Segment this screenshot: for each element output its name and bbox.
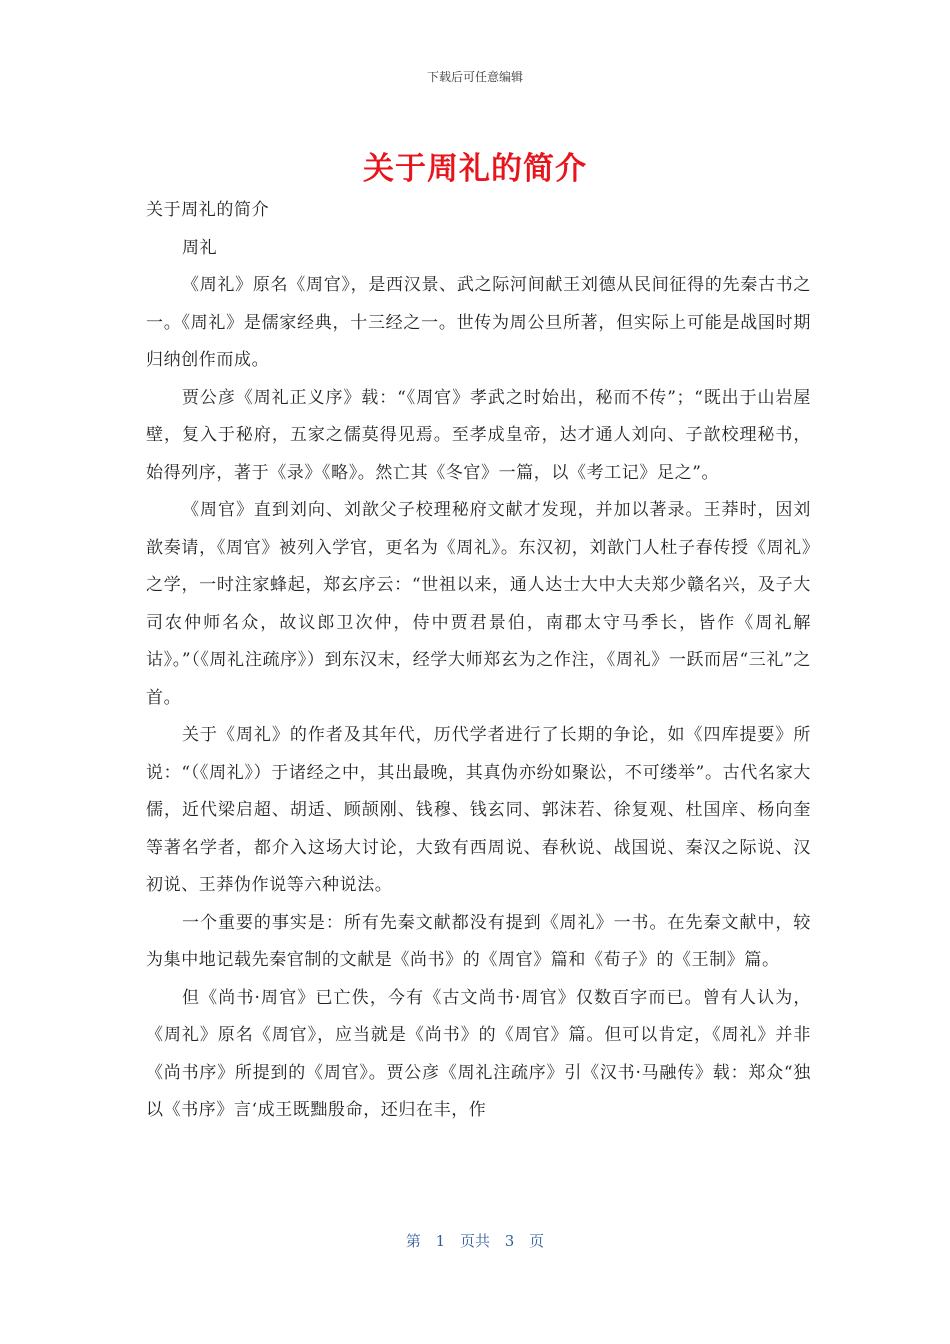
paragraph: 但《尚书·周官》已亡佚，今有《古文尚书·周官》仅数百字而已。曾有人认为，《周礼》原名《周官》，应当就是《尚书》的《周官》篇。但可以肯定，《周礼》并非《尚书序》所提到的《周官》。贾公彦《周礼注疏序》引《汉书·马融传》载：郑众“独以《书序》言‘成王既黜殷命，还归在丰，作: [146, 987, 811, 1120]
paragraph: 一个重要的事实是：所有先秦文献都没有提到《周礼》一书。在先秦文献中，较为集中地记载先秦官制的文献是《尚书》的《周官》篇和《荀子》的《王制》篇。: [146, 912, 811, 970]
footer-prefix: 第: [405, 1232, 421, 1250]
page-footer: [0, 1230, 950, 1251]
document-title: 关于周礼的简介: [363, 151, 587, 187]
paragraph-subheading: 周礼: [182, 237, 218, 258]
footer-middle: 页共: [459, 1232, 490, 1250]
document-body: [146, 192, 811, 1130]
paragraph-heading: 关于周礼的简介: [146, 200, 270, 220]
paragraph: 《周礼》原名《周官》，是西汉景、武之际河间献王刘德从民间征得的先秦古书之一。《周礼》是儒家经典，十三经之一。世传为周公旦所著，但实际上可能是战国时期归纳创作而成。: [146, 275, 811, 370]
header-note: 下载后可任意编辑: [426, 70, 523, 84]
footer-suffix: 页: [529, 1232, 545, 1250]
footer-page-number: 1: [435, 1232, 446, 1250]
paragraph: 关于《周礼》的作者及其年代，历代学者进行了长期的争论，如《四库提要》所说：“（《周礼》）于诸经之中，其出最晚，其真伪亦纷如聚讼，不可缕举”。古代名家大儒，近代梁启超、胡适、顾颉刚、钱穆、钱玄同、郭沫若、徐复观、杜国庠、杨向奎等著名学者，都介入这场大讨论，大致有西周说、春秋说、战国说、秦汉之际说、汉初说、王莽伪作说等六种说法。: [146, 725, 811, 895]
footer-total-pages: 3: [504, 1232, 515, 1250]
paragraph: 《周官》直到刘向、刘歆父子校理秘府文献才发现，并加以著录。王莽时，因刘歆奏请，《周官》被列入学官，更名为《周礼》。东汉初，刘歆门人杜子春传授《周礼》之学，一时注家蜂起，郑玄序云：“世祖以来，通人达士大中大夫郑少赣名兴，及子大司农仲师名众，故议郎卫次仲，侍中贾君景伯，南郡太守马季长，皆作《周礼解诂》。”（《周礼注疏序》）到东汉末，经学大师郑玄为之作注，《周礼》一跃而居“三礼”之首。: [146, 500, 811, 708]
paragraph: 贾公彦《周礼正义序》载：“《周官》孝武之时始出，秘而不传”；“既出于山岩屋壁，复入于秘府，五家之儒莫得见焉。至孝成皇帝，达才通人刘向、子歆校理秘书，始得列序，著于《录》《略》。然亡其《冬官》一篇，以《考工记》足之”。: [146, 387, 811, 483]
